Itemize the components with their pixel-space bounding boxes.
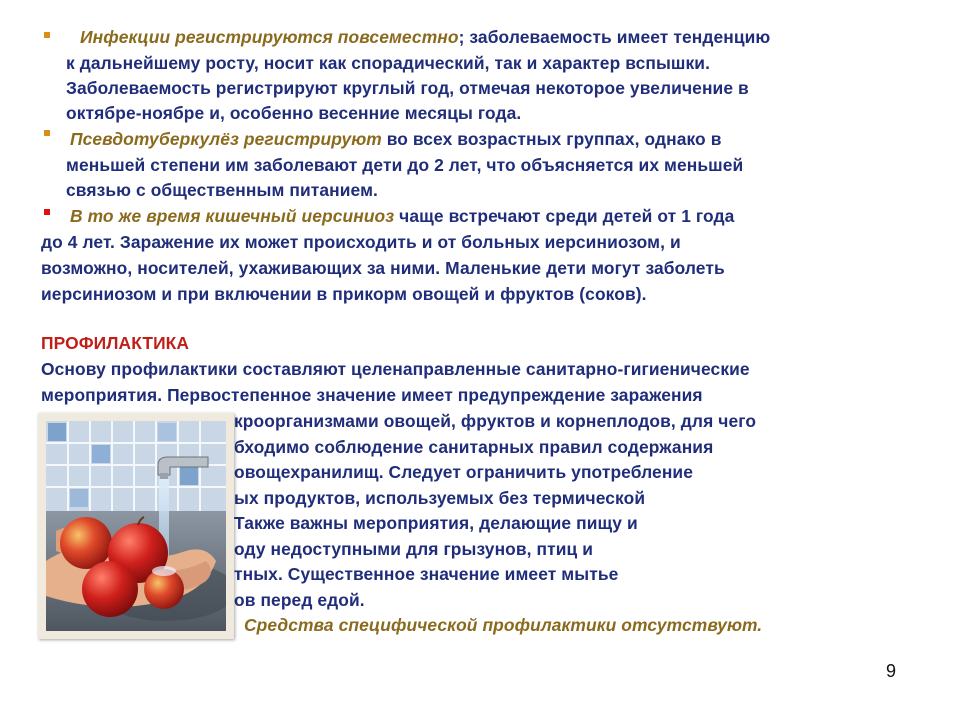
para-3-line-2: до 4 лет. Заражение их может происходить и от больных иерсиниозом, и [41,232,681,252]
para-4-line-1: Основу профилактики составляют целенаправленные санитарно-гигиенические [41,359,750,379]
section-heading: ПРОФИЛАКТИКА [41,333,190,353]
emphasis-pseudotuberculosis: Псевдотуберкулёз регистрируют [70,129,382,149]
para-1-line-2: к дальнейшему росту, носит как спорадический, так и характер вспышки. [66,53,711,73]
para-4-line-3: кроорганизмами овощей, фруктов и корнеплодов, для чего [234,411,757,431]
para-2-line-1 [70,126,721,152]
para-1-line-3: Заболеваемость регистрируют круглый год, отмечая некоторое увеличение в [66,78,749,98]
para-3-line-3: возможно, носителей, ухаживающих за ними. Маленькие дети могут заболеть [41,258,725,278]
para-1-line-4: октябре-ноябре и, особенно весенние месяцы года. [66,103,522,123]
para-4-line-4: бходимо соблюдение санитарных правил содержания [234,437,714,457]
para-4-line-8: оду недоступными для грызунов, птиц и [234,539,594,559]
text: во всех возрастных группах, однако в [381,129,722,149]
para-4-line-7: Также важны мероприятия, делающие пищу и [234,513,638,533]
bullet-2 [44,130,50,136]
para-4-line-6: ых продуктов, используемых без термической [234,488,646,508]
para-4-line-2: мероприятия. Первостепенное значение имеет предупреждение заражения [41,385,703,405]
emphasis-yersiniosis: В то же время кишечный иерсиниоз [70,206,395,226]
emphasis-infections: Инфекции регистрируются повсеместно [80,27,459,47]
para-4-line-9: тных. Существенное значение имеет мытье [234,564,619,584]
bullet-3 [44,209,50,215]
photo-washing-apples [38,413,234,639]
para-2-line-2: меньшей степени им заболевают дети до 2 лет, что объясняется их меньшей [66,155,744,175]
page-number: 9 [886,661,897,681]
photo-illustration [46,421,226,631]
text: чаще встречают среди детей от 1 года [394,206,735,226]
para-4-line-10: ов перед едой. [234,590,365,610]
para-2-line-3: связью с общественным питанием. [66,180,378,200]
para-1-line-1 [80,24,770,50]
text: ; заболеваемость имеет тенденцию [458,27,771,47]
bullet-1 [44,32,50,38]
para-3-line-1 [70,203,734,229]
para-4-line-11: Средства специфической профилактики отсутствуют. [244,615,763,635]
para-4-line-5: овощехранилищ. Следует ограничить употребление [234,462,693,482]
para-3-line-4: иерсиниозом и при включении в прикорм овощей и фруктов (соков). [41,284,647,304]
